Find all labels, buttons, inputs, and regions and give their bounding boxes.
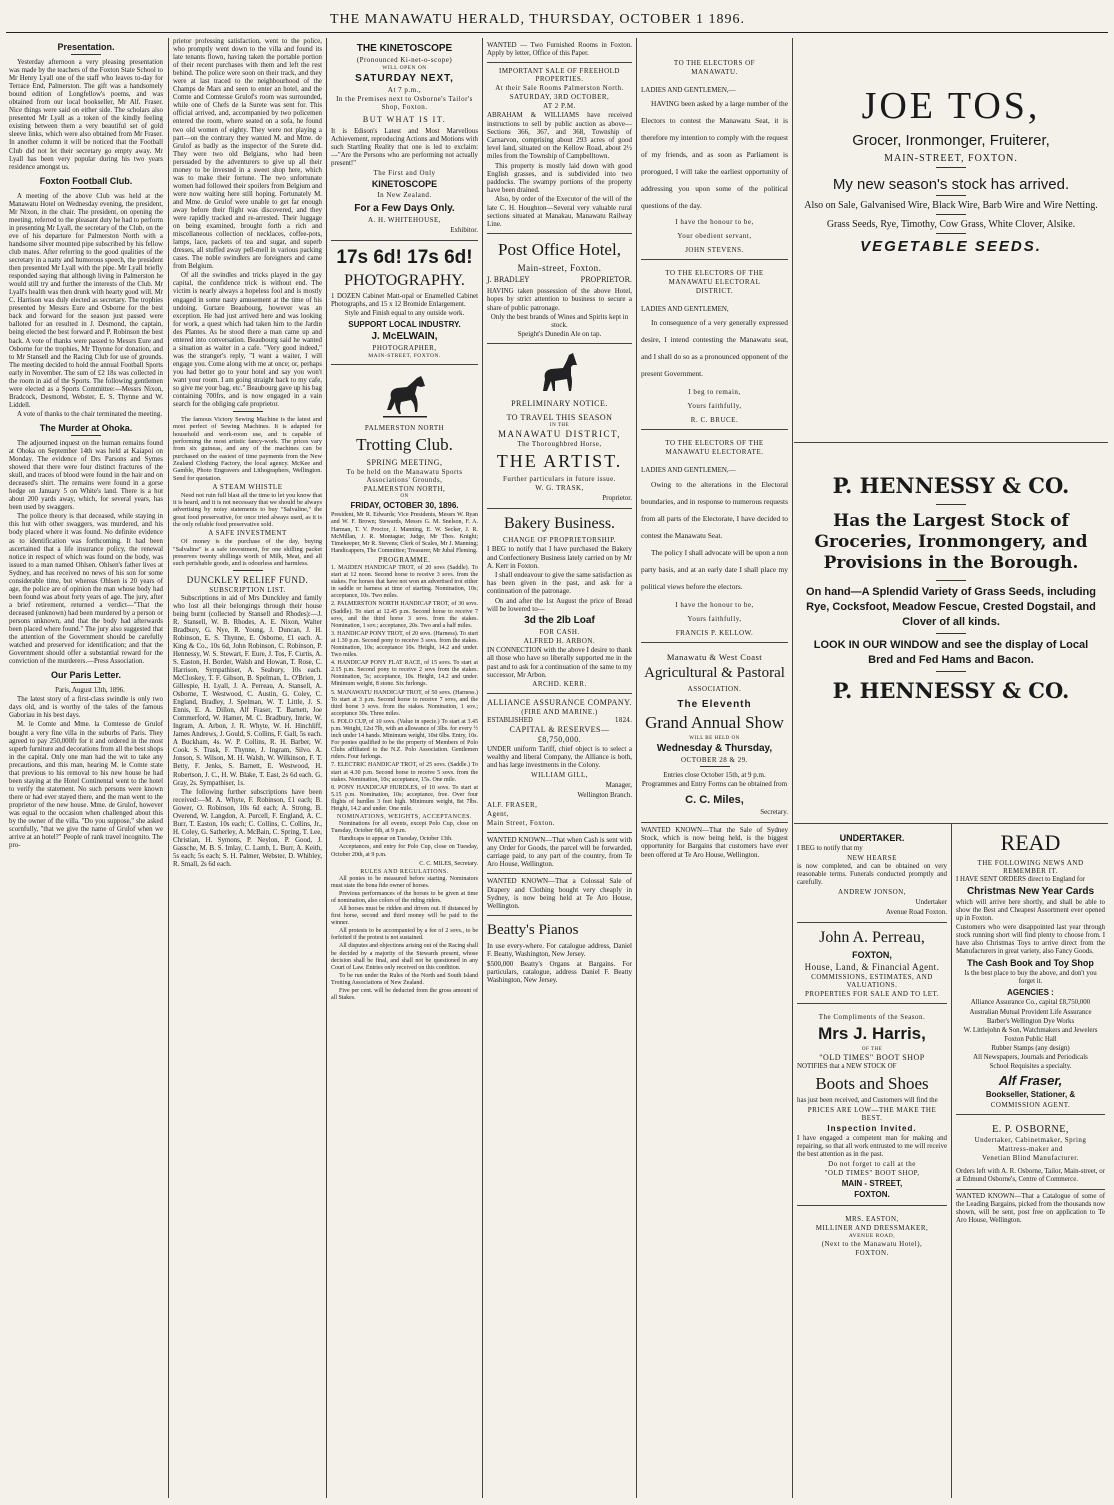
notice-signature: JOHN STEVENS. — [685, 246, 744, 255]
ad-signature: Secretary. — [760, 808, 788, 817]
ad-text: Grocer, Ironmonger, Fruiterer, — [852, 132, 1050, 149]
ad-text: SPRING MEETING, — [366, 458, 443, 468]
ad-signature: Alf Fraser, — [998, 1072, 1063, 1088]
alliance-assurance-ad — [487, 694, 632, 833]
ad-title: E. P. OSBORNE, — [992, 1123, 1069, 1135]
ad-text: Programmes and Entry Forms can be obtained from — [641, 779, 788, 788]
ad-text: WANTED KNOWN—That a Colossal Sale of Drapery and Clothing bought very cheaply in Sydney, is now being held at Te Aro House, Wellington. — [487, 877, 632, 910]
ad-name: J. McELWAIN, — [371, 331, 438, 343]
ad-signature: ALF. FRASER, — [487, 800, 538, 809]
trotting-horse-icon — [379, 372, 431, 420]
hennessy-ad — [794, 473, 1108, 824]
ad-text: 1 DOZEN Cabinet Matt-opal or Enamelled Cabinet Photographs, and 15 x 12 Bromide Enlargement. — [331, 293, 478, 309]
notice-closing: Your obedient servant, — [677, 232, 752, 241]
photography-ad — [331, 241, 478, 365]
subscription-list: Subscriptions in aid of Mrs Dunckley and family who lost all their belongings through their house being burnt (collected by Stansell and Rhodes):—J. R. Stansell, W. B. Rhodes, A. E. Nixon, Walter Bradbury, G. Nye, R. Young, J. Duncan, J. H. Robinson, E. S. Thynne, E. Osborne, £1 each. A. King & Co., 10s 6d, John Robinson, C. Robinson, P. Hennessy, W. S. Stewart, F. Eure, J. Tos, F. Curtis, A. S. Easton, H. Border, Walsh and Howan, T. Rose, C. Harrison, Sympathiser, A. Seabury, 10s each. McCloskey, T. F. Gibson, B. Spelman, L. O'Brien, J. Gillespie, H. Lyall, J. A. Perreau, A. Stansell, A. Osborne, T. Westwood, C. Austin, G. Coley, C. England, Bradley, J. Spelman, W. T. Little, J. S. Ennis, E. A. Dillon, Alf Fraser, T. Barnett, Joe Commerford, W. Hamer, M. C. Bradbury, Imrie, W. Ingram, A. Arbon, J. R. Whyte, W. H. Hinchliff, James Andrews, J. Gould, S. Collins, F. Gall, 5s each. A Buckham, 4s. W. P. Collins, R. H. Barber, W. Cook. S. Trask, F. Thynne, J. Ingram, Silvo. A. Jonson, S. Wilson, M. H. Walsh, W. Wilkinson, F. T. Betty, F. Jenks, S. Barnett, E. Westwood, H. Robertson, J. C., H. W. Blake, T. East, 2s 6d each. G. Gray, 2s. Sympathiser, 1s. — [173, 594, 322, 787]
ad-text: PALMERSTON NORTH — [364, 424, 445, 433]
relief-fund-heading: DUNCKLEY RELIEF FUND. — [186, 574, 309, 585]
ad-title: THE KINETOSCOPE — [356, 43, 453, 54]
ad-title: Beatty's Pianos — [487, 922, 579, 939]
column-3 — [328, 38, 481, 1498]
ad-address: MAIN - STREET, — [841, 1179, 903, 1189]
ad-title: PRELIMINARY NOTICE. — [511, 399, 608, 409]
notice-text: Owing to the alterations in the Electoral boundaries, and in response to numerous requests from all parts of the Electorate, I have decided to contest the Manawatu Seat. — [641, 479, 788, 540]
ad-text: On and after the 1st August the price of Bread will be lowered to— — [487, 596, 632, 613]
notice-text: The policy I shall advocate will be upon a non party basis, and at an early date I shall place my political views before the electors. — [641, 547, 788, 591]
notice-text: In consequence of a very generally expressed desire, I intend contesting the Manawatu seat, and I shall do so as a pronounced opponent of the present Government. — [641, 318, 788, 379]
ad-text: ON — [400, 494, 409, 500]
ad-signature: Undertaker — [915, 898, 947, 907]
ad-text: Speight's Dunedin Ale on tap. — [517, 330, 602, 339]
divider — [233, 570, 263, 571]
ad-date: Wednesday & Thursday, — [656, 742, 773, 754]
ad-text: UNDER uniform Tariff, chief object is to select a wealthy and liberal Company, the Alliance is both, and has large investments in the Colony. — [487, 744, 632, 770]
ad-text: FOXTON, — [852, 950, 892, 961]
ad-title: ALLIANCE ASSURANCE COMPANY. — [487, 697, 632, 707]
notice-salutation: LADIES AND GENTLEMEN, — [641, 305, 729, 314]
agency-item: Barber's Wellington Dye Works — [986, 1017, 1075, 1025]
agency-item: School Requisites a specialty. — [989, 1062, 1072, 1070]
ad-text: WANTED — Two Furnished Rooms in Foxton. Apply by letter, Office of this Paper. — [487, 41, 632, 58]
ad-signature: Wellington Branch. — [577, 790, 632, 799]
ad-address: Avenue Road Foxton. — [885, 908, 947, 917]
ad-text: Orders left with A. R. Osborne, Tailor, Main-street, or at Edmund Osborne's, Centre of Commerce. — [956, 1167, 1105, 1183]
ad-text: ABRAHAM & WILLIAMS have received instructions to sell by public auction as above—Sections 366, 367, and 368, Township of Carnarvon, comprising about 293 acres of good level land, situated on the Kellow Road, about 2½ miles from the Township of Campbelltown. — [487, 111, 632, 161]
notice-heading: TO THE ELECTORS OF — [673, 59, 756, 67]
ad-text: SUPPORT LOCAL INDUSTRY. — [348, 320, 461, 330]
ad-title: Trotting Club. — [356, 435, 453, 455]
ad-text: I have engaged a competent man for making and repairing, so that all work entrusted to me will receive the best attention as in the past. — [797, 1135, 947, 1159]
ad-text: (FIRE AND MARINE.) — [521, 707, 598, 716]
perreau-ad — [797, 923, 947, 1004]
notice-paragraph: Need not ruin full blast all the time to let you know that it is heard, and it is not necessary that we should be always advertising by noisy statements to buy "Salvaline," the great food preservative, for once tried always used, as it is the only reliable food preservative sold. — [173, 491, 322, 529]
article-paragraph: prietor professing satisfaction, went to the police, who promptly went down to the villa and found its late tenants flown, having taken the portable portion of their recent purchases with them and left the rest behind. The police were soon on their track, and they were at last traced to the neighbourhood of the Champs de Mars and seen to enter an hotel, and the Comte and Comtesse Grulof's room was surrounded, while one of Chefs de la Surete was sent for. This official arrived, and, accompanied by two policemen entered the room, where seated on a sofa, he found two old women of eighty. They were not playing a part—on the contrary they wanted M. and Mme. de Grulof as badly as the inspector of the Surete did. They were two old Belgians, who had been persuaded by the adventurers to give up all their money to be invested in a sweet shop here, which was to make their fortune. The two unfortunate women had followed their spoilers from Belgium and were now waiting here still hoping. Fortunately M. and Mme. de Grulof were unable to get far enough away before their flight was discovered, and they were rapidly tracked and re-arrested. Their luggage on being examined, brought forth a rich and miscellaneous collection of necklaces, coffee-pots, lamps, lace, packets of tea and sugar, and superb dresses, all stuffed away pell-mell in various packing cases. The noble swindlers are foreigners and came from Belgium. — [173, 38, 322, 271]
ad-heading: NOMINATIONS, WEIGHTS, ACCEPTANCES. — [337, 814, 472, 821]
ad-title: UNDERTAKER. — [839, 833, 905, 843]
divider — [936, 671, 966, 672]
ad-signature: A. H. WHITEHOUSE, — [367, 216, 442, 225]
ad-text: Is the best place to buy the above, and don't you forget it. — [964, 970, 1097, 986]
ad-text: I shall endeavour to give the same satisfaction as has been given in the past, and ask for a continuation of the patronage. — [487, 571, 632, 596]
ad-title: P. HENNESSY & CO. — [832, 678, 1070, 703]
electors-notice-stevens — [641, 38, 788, 260]
wanted-known-ad — [487, 874, 632, 916]
ad-text: The Compliments of the Season. — [818, 1013, 926, 1022]
ad-text: WANTED KNOWN—That a Catalogue of some of the Leading Bargains, picked from the thousands now shown, will be sent, post free on application to Te Aro House, Wellington. — [956, 1192, 1105, 1225]
ad-title: John A. Perreau, — [819, 929, 925, 947]
column-4 — [484, 38, 635, 1498]
agency-item: Rubber Stamps (any design) — [991, 1044, 1070, 1052]
bakery-ad — [487, 509, 632, 693]
ad-title: Mrs J. Harris, — [818, 1024, 926, 1044]
ad-text: ASSOCIATION. — [687, 684, 742, 693]
notice-paragraph: Of money is the purchase of the day, buying "Salvaline" is a safe investment, for one shilling packet preserves twenty shillings worth of Milk, Meat, and all such perishable goods, and is odourless and harmless. — [173, 538, 322, 568]
ad-text: At their Sale Rooms Palmerston North. — [495, 84, 624, 93]
ad-text: All disputes and objections arising out of the Racing shall be decided by a majority of the Stewards present, whose decision shall be final, and shall not be questioned in any Court of Law. Entries only received on this condition. — [331, 943, 478, 971]
column-rule — [482, 38, 483, 1498]
masthead-rule — [6, 32, 1108, 33]
divider — [71, 435, 101, 436]
notice-closing: Yours faithfully, — [687, 402, 742, 411]
ad-address: MAIN-STREET, FOXTON. — [884, 153, 1018, 164]
undertaker-ad — [797, 824, 947, 923]
programme-item: 3. HANDICAP PONY TROT, of 20 sovs. (Harness). To start at 1.30 p.m. Second pony to receive 3 sovs. from the stakes. Nomination, 10s; acceptance 10s. Height, 14.2 and under. Two miles. — [331, 630, 478, 659]
notice-text: HAVING been asked by a large number of the Electors to contest the Manawatu Seat, it is therefore my intention to comply with the request of my friends, and as soon as Parliament is prorogued, I will take the earliest opportunity of addressing you upon some of the political questions of the day. — [641, 99, 788, 211]
ad-text: WILL OPEN ON — [382, 65, 427, 71]
notice-heading: A STEAM WHISTLE — [212, 482, 283, 491]
ad-date: SATURDAY NEXT, — [355, 73, 454, 84]
ad-text: HAVING taken possession of the above Hotel, hopes by strict attention to business to secure a share of public patronage. — [487, 287, 632, 312]
ad-text: which will arrive here shortly, and shall be able to show the Best and Cheapest Assortment ever opened up in Foxton. — [956, 899, 1105, 923]
ad-text: Further particulars in future issue. — [502, 475, 617, 484]
ad-time: AT 2 P.M. — [543, 102, 576, 111]
ad-text: MILLINER AND DRESSMAKER, — [815, 1224, 929, 1233]
ad-signature: Agent, — [487, 809, 509, 818]
notice-heading: A SAFE INVESTMENT — [208, 529, 287, 538]
divider — [936, 214, 966, 215]
ad-title: Agricultural & Pastoral — [644, 664, 785, 681]
programme-item: 7. ELECTRIC HANDICAP TROT, of 25 sovs. (Saddle.) To start at 4.30 p.m. Second horse to receive 5 sovs. from the stakes. Nomination, 10s; acceptance, 15s. One mile. — [331, 762, 478, 783]
ad-text: Also on Sale, Galvanised Wire, Black Wire, Barb Wire and Wire Netting. — [804, 200, 1098, 211]
ad-text: $500,000 Beatty's Organs at Bargains. For particulars, catalogue, address Daniel F. Beatty Washington, New Jersey. — [487, 959, 632, 984]
ad-heading: PROGRAMME. — [378, 555, 431, 564]
article-heading: Presentation. — [57, 42, 115, 52]
notice-heading: MANAWATU. — [691, 68, 738, 76]
masthead — [0, 0, 1114, 34]
ad-text: THE FOLLOWING NEWS AND REMEMBER IT. — [977, 859, 1084, 875]
ad-price: 3d the 2lb Loaf — [524, 615, 595, 627]
ad-date: FRIDAY, OCTOBER 30, 1896. — [350, 501, 459, 511]
ad-text: Acceptances, and entry for Polo Cup, close on Tuesday, October 20th, at 9 p.m. — [331, 844, 478, 858]
kinetoscope-ad — [331, 38, 478, 241]
ad-text: I BEG to notify that I have purchased the Bakery and Confectionery Business lately carried on by Mr A. Kerr in Foxton. — [487, 545, 632, 570]
divider — [71, 188, 101, 189]
article-heading: The Murder at Ohoka. — [39, 422, 133, 433]
ad-address: (Next to the Manawatu Hotel), — [821, 1240, 923, 1249]
column-2 — [170, 38, 325, 1498]
ad-text: Also, by order of the Executor of the will of the late C. H. Houghton—Several very valuable rural sections situated at Manakau, Manawatu Railway Line. — [487, 195, 632, 229]
ad-text: Only the best brands of Wines and Spirits kept in stock. — [490, 312, 629, 330]
ad-text: I HAVE SENT ORDERS direct to England for — [956, 876, 1085, 883]
agency-item: Foxton Public Hall — [1004, 1035, 1057, 1043]
divider — [233, 411, 263, 412]
article-paragraph: Of all the swindles and tricks played in the gay capital, the confidence trick is without end. The victim is nearly always a hopeless fool and is mostly engaged in some nasty amusement at the time of his undoing. Gurtare Beaubourg, however was an exception. He had just arrived here and was looking for work, a quest which had taken him to the Jardin des Plantes. As he stood there a man came up and entered into conversation. Beaubourg said he wanted a situation as waiter in a cafe. "Very good indeed," was the stranger's reply, "I want a waiter, I will engage you. Come along with me at once; or, perhaps you had better go to your hotel and say you won't want your room. I am going straight back to my cafe, so give me your bag, etc." Beaubourg gave up his bag containing 700frs, and is now engaged in a vain search for the obliging cafe proprietor. — [173, 272, 322, 409]
notice-signature: FRANCIS P. KELLOW. — [675, 628, 754, 637]
notice-paragraph: The famous Victory Sewing Machine is the latest and most perfect of Sewing Machines. It is adapted for household and work-room use, and is capable of performing the most artistic fancy-work. The prices vary from six guineas, and any of the machines can be purchased on the easiest of time payments from the New Zealand Clothing Factory, the local agency. McKee and Gamble, Photo Engravers and Lithographers, Wellington. Send for quotation. — [173, 416, 322, 482]
article-heading: Foxton Football Club. — [39, 175, 133, 186]
notice-salutation: LADIES AND GENTLEMEN,— — [641, 86, 736, 94]
programme-item: 6. POLO CUP, of 10 sovs. (Value in specie.) To start at 3.45 p.m. Weight, 12st 7lb, with an allowance of 3lbs. for every ½ inch under 14 hands. Minimum weight, 10st 6lbs. Entry, 10s. For ponies qualified to be the property of Members of Polo Clubs affiliated to the N.Z. Polo Association. Gentlemen riders. Four furlongs. — [331, 718, 478, 761]
ad-text: ESTABLISHED — [487, 716, 533, 724]
programme-item: 8. PONY HANDICAP HURDLES, of 10 sovs. To start at 5.15 p.m. Nomination, 10s; acceptance, free. Over four flights of hurdles 3 feet high. Minimum weight, 8st 7lbs. Height, 14.2 and under. One mile. — [331, 784, 478, 813]
ad-text: In use every-where. For catalogue address, Daniel F. Beatty, Washington, New Jersey. — [487, 942, 632, 959]
ad-address: FOXTON. — [855, 1249, 889, 1258]
ad-text: PHOTOGRAPHER, — [372, 344, 437, 353]
ad-text: NOTIFIES that a NEW STOCK OF — [797, 1063, 897, 1071]
ad-text: Grass Seeds, Rye, Timothy, Cow Grass, White Clover, Alsike. — [826, 219, 1076, 230]
divider — [936, 195, 966, 196]
programme-item: 2. PALMERSTON NORTH HANDICAP TROT, of 30 sovs. (Saddle). To start at 12.45 p.m. Second horse to receive 7 sovs, and the third horse 3 sovs. from the stakes. Nomination, 1 sov.; acceptance, 20s. Two and a half miles. — [331, 601, 478, 629]
ad-text: PRICES ARE LOW—THE MAKE THE BEST. — [807, 1106, 937, 1123]
article-paragraph: A vote of thanks to the chair terminated the meeting. — [17, 410, 163, 418]
ad-text: Nominations for all events, except Polo Cup, close on Tuesday, October 6th, at 9 p.m. — [331, 821, 478, 835]
ad-text: PALMERSTON NORTH, — [363, 485, 446, 494]
column-rule — [326, 38, 327, 1498]
ad-text: TO TRAVEL THIS SEASON — [506, 413, 613, 423]
ad-text: OF THE — [861, 1047, 883, 1053]
agency-item: All Newspapers, Journals and Periodicals — [973, 1053, 1088, 1061]
lower-right-ads — [953, 824, 1108, 1498]
agency-item: Alliance Assurance Co., capital £8,750,000 — [970, 999, 1091, 1007]
stallion-notice-ad — [487, 344, 632, 509]
ad-signature: Manager, — [605, 780, 632, 789]
notice-signature: R. C. BRUCE. — [690, 416, 739, 425]
ad-address: MAIN-STREET, FOXTON. — [368, 353, 441, 360]
ad-time: At 7 p.m., — [387, 86, 422, 94]
harris-boot-shop-ad — [797, 1004, 947, 1206]
ad-text: For a Few Days Only. — [354, 203, 455, 215]
relief-fund-subheading: SUBSCRIPTION LIST. — [209, 585, 286, 594]
ad-text: PROPRIETOR. — [580, 276, 632, 285]
ad-address: Main Street, Foxton. — [487, 818, 555, 827]
proprietor-line — [487, 276, 632, 284]
masthead-title: THE MANAWATU HERALD, THURSDAY, OCTOBER 1 1896. — [330, 12, 745, 27]
article-paragraph: The latest story of a first-class swindle is only two days old, and is worthy of the tales of the famous Gaboriau in his best days. — [9, 696, 163, 720]
wanted-known-ad — [641, 823, 788, 864]
ad-signature: ARCHD. KERR. — [532, 679, 587, 688]
ad-title: MRS. EASTON, — [845, 1215, 899, 1224]
ad-title: READ — [1000, 830, 1061, 855]
ad-text: Venetian Blind Manufacturer. — [981, 1153, 1079, 1162]
ad-text: House, Land, & Financial Agent. — [804, 962, 940, 973]
ad-signature: Exhibitor. — [450, 226, 478, 235]
ad-address: AVENUE ROAD, — [848, 1233, 896, 1240]
ad-title: P. HENNESSY & CO. — [832, 473, 1070, 498]
ad-text: All protests to be accompanied by a fee of 2 sovs., to be forfeited if the protest is not sustained. — [331, 928, 478, 942]
ad-text: To be held on the Manawatu Sports Associations' Grounds, — [346, 468, 463, 485]
ad-text: The First and Only — [373, 169, 436, 178]
divider — [936, 167, 966, 168]
ad-text: £8,750,000. — [537, 734, 582, 744]
ad-date: SATURDAY, 3RD OCTOBER, — [509, 93, 610, 102]
divider — [700, 766, 730, 767]
ad-text: Entries close October 15th, at 9 p.m. — [663, 770, 766, 779]
ad-text: "OLD TIMES" BOOT SHOP, — [824, 1169, 920, 1178]
ad-text: is now completed, and can be obtained on very reasonable terms. Funerals conducted promptly and carefully. — [797, 863, 947, 887]
ad-text: VEGETABLE SEEDS. — [860, 238, 1042, 255]
article-paragraph: The adjourned inquest on the human remains found at Ohoka on September 14th was held at Kaiapoi on Monday. The evidence of Drs Parsons and Symes showed that there were four distinct fractures of the skull, and traces of blood were found in the hair and on deceased's shirt. The remains were found in a gorse hedge on January 5 on White's land. There is a hut about 200 yards away, which, for several years, has been used by swaggers. — [9, 439, 163, 512]
ad-text: BUT WHAT IS IT. — [362, 115, 447, 124]
ad-address: FOXTON. — [854, 1190, 890, 1200]
ad-title: THE ARTIST. — [496, 451, 623, 472]
notice-heading: TO THE ELECTORS OF THE — [665, 439, 764, 448]
ad-text: Mattress-maker and — [998, 1144, 1063, 1153]
ad-text: LOOK IN OUR WINDOW and see the display of Local Bred and Fed Hams and Bacon. — [813, 639, 1089, 666]
article-paragraph: Yesterday afternoon a very pleasing presentation was made by the teachers of the Foxton State School to Mr Henry Lyall one of the staff who leaves to-day for Terrace End, Palmerston. The gift was a handsomely bound edition of Longfellow's poems, and was obtained from our local bookseller, Mr Alf. Fraser. Nice things were said on either side. The scholars also presented Mr Lyall as a token of the kindly feeling existing between them a very beautiful set of gold sleeve links, which were also obtained from Mr Fraser. In another column it will be noticed that the Football Club did not let their secretary go empty away. Mr Lyall has been very popular during his two years residence amongst us. — [9, 59, 163, 171]
established-line — [487, 717, 632, 724]
ad-text: COMMISSION AGENT. — [990, 1100, 1071, 1109]
ad-text: My new season's stock has arrived. — [832, 176, 1070, 193]
ad-text: CAPITAL & RESERVES— — [509, 724, 610, 734]
article-dateline: Paris, August 13th, 1896. — [55, 687, 125, 695]
notice-closing: I have the honour to be, — [675, 600, 754, 609]
ad-title: Bakery Business. — [503, 515, 616, 533]
divider — [936, 580, 966, 581]
ad-text: In the Premises next to Osborne's Tailor's Shop, Foxton. — [336, 95, 473, 111]
programme-item: 1. MAIDEN HANDICAP TROT, of 20 sovs (Saddle). To start at 12 noon. Second horse to receive 3 sovs. from the stakes. For horses that have not won an advertised trot either in saddle or harness at time of starting. Nomination, 10s; acceptance, 10s. Two miles. — [331, 564, 478, 600]
ad-text: The Thoroughbred Horse, — [517, 440, 602, 449]
ad-text: (Pronounced Ki-net-o-scope) — [356, 56, 453, 64]
subscription-list: The following further subscriptions have been received:—M. A. Whyte, F. Robinson, £1 each; B. Gower, O. Robinson, 10s 6d each; A. Strong, B. Overend, W. Langdon, A. Purcell, F. England, A. C. Burr, T. Easton, 10s each; C. Collins, C. Collins, Jr., H. Coley, G. Satherley, A. McBain, C. Spring, T. Lee, Christian, H. Symons, P. Neylon, P. Good, J. Gassche, M. B. S. Imlay, C. Lamb, L. Burr, A. Keith, 5s each; 5s each; S. H. Palmer, Webster, D. Whibley, R. Small, 2s 6d each. — [173, 788, 322, 869]
wanted-rooms-ad — [487, 38, 632, 63]
ad-signature: C. C. MILES, Secretary. — [419, 860, 478, 867]
ad-address: Main-street, Foxton. — [517, 263, 602, 274]
ad-text: Handicaps to appear on Tuesday, October 13th. — [339, 836, 453, 843]
article-heading: Our Paris Letter. — [50, 670, 122, 681]
ad-text: All ponies to be measured before starting. Nominators must state the bona fide owner of horses. — [331, 875, 478, 889]
divider — [936, 633, 966, 634]
lower-left-ads — [794, 824, 950, 1498]
ad-text: In New Zealand. — [377, 191, 432, 200]
ad-text: On hand—A Splendid Variety of Grass Seeds, including Rye, Cocksfoot, Meadow Fescue, Crested Dogstail, and Clover of all kinds. — [806, 586, 1096, 628]
wanted-known-ad — [956, 1190, 1105, 1230]
post-office-hotel-ad — [487, 234, 632, 344]
ad-text: "OLD TIMES" BOOT SHOP — [819, 1053, 925, 1063]
ad-text: Undertaker, Cabinetmaker, Spring — [974, 1135, 1087, 1144]
ad-text: 1824. — [614, 716, 632, 724]
article-paragraph: M. le Comte and Mme. la Comtesse de Grulof bought a very fine villa in the suburbs of Paris. They agreed to pay 250,000fr for it and ordered in the most superb furniture and decorations from all the best shops in the capital. Only one man had the wit to take any precautions, and this man, hearing M. le Comte state that previous to his removal to his new house he had been staying at the Hotel Continental went to the hotel to verify the statement. No such persons were known there or had ever stayed there, and the man went to the proprietor of the new house. Mme. de Grulof, however was equal to the occasion when challenged about this by the owner of the villa. "Do you suppose," she asked scornfully, "that we give the name of Grulof when we arrive at an hotel?" People of rank travel incognito. The pro- — [9, 721, 163, 850]
notice-closing: Yours faithfully, — [687, 614, 742, 623]
ad-date: OCTOBER 28 & 29. — [681, 755, 748, 764]
ad-title: The Cash Book and Toy Shop — [967, 958, 1094, 969]
notice-closing: I beg to remain, — [688, 388, 741, 397]
ad-signature: ALFRED H. ARBON. — [523, 637, 596, 646]
ad-name: J. BRADLEY — [487, 276, 530, 285]
programme-item: 4. HANDICAP PONY FLAT RACE, of 15 sovs. To start at 2.15 p.m. Second pony to receive 2 sovs from the stakes. Nomination, 5s; acceptance, 10s. Height, 14.2 and under. Minimum weight, 8 stone. Six furlongs. — [331, 660, 478, 688]
column-rule — [951, 824, 952, 1498]
ad-text: The Eleventh — [677, 698, 752, 710]
ad-price: 17s 6d! 17s 6d! — [336, 247, 473, 269]
electors-notice-kellow — [641, 430, 788, 642]
programme-item: 5. MANAWATU HANDICAP TROT, of 50 sovs. (Harness.) To start at 3 p.m. Second horse to receive 7 sovs, and the third horse 3 sovs. from the stakes. Nomination, 1 sov.; acceptance 30s. Three miles. — [331, 689, 478, 717]
ad-text: Inspection Invited. — [827, 1124, 917, 1134]
ad-text: It is Edison's Latest and Most Marvellous Achievement, reproducing Actions and Motions with such Startling Reality that one is led to exclaim:—"Are the Persons who are performing not actually present!" — [331, 128, 478, 168]
divider — [936, 233, 966, 234]
ad-title: Christmas New Year Cards — [966, 886, 1095, 898]
ad-heading: AGENCIES : — [1007, 988, 1054, 998]
ad-text: Has the Largest Stock of Groceries, Ironmongery, and Provisions in the Borough. — [814, 511, 1088, 573]
ad-text: MANAWATU DISTRICT, — [497, 429, 622, 440]
ad-title: Boots and Shoes — [815, 1074, 929, 1094]
ad-text: NEW HEARSE — [847, 854, 897, 863]
ad-signature: C. C. Miles, — [685, 794, 744, 807]
agency-item: Australian Mutual Provident Life Assurance — [969, 1008, 1092, 1016]
ad-text: Five per cent. will be deducted from the gross amount of all Stakes. — [331, 988, 478, 1002]
ad-title: PHOTOGRAPHY. — [344, 272, 465, 290]
ad-title: KINETOSCOPE — [371, 179, 438, 190]
notice-salutation: LADIES AND GENTLEMEN,— — [641, 466, 736, 475]
ad-text: WILL BE HELD ON — [689, 735, 740, 741]
article-paragraph: A meeting of the above Club was held at the Manawatu Hotel on Wednesday evening, the president, Mr Nixon, in the chair. The president, on opening the meeting, referred to the pleasant duty he had to perform in presenting Mr Lyall, the secretary of the Club, on the eve of his departure for Palmerston North with a handsome silver mounted pipe subscribed by his fellow club mates. After referring to the good qualities of the secretary in a natty and humorous speech, the president then presented Mr Lyall with the pipe. Mr Lyall briefly responded saying that although living in Palmerston he would still try and further the interests of the Club. Mr Lyall's health was then drunk with hearty good will. Mr C. Harrison was duly elected as secretary. The trophies presented by Messrs Eure and Osborne for the best back and forward for the season just passed were balloted for an resulted in J. Desmond, the captain, being elected the best forward and P. Robinson the best back. A vote of thanks were passed to Messrs Eure and Osborne for the trophies, Mr Thynne for donation, and to Mr Stansell and the Racing Club for use of grounds. The meeting decided to hold the annual Football Sports early in November. The sum of £2 18s was collected in the room in aid of the Sports. The following gentlemen were elected as a Sports Committee:—Messrs Nixon, Bradcock, Desmond, Webster, E. S. Thynne and W. Liddell. — [9, 192, 163, 409]
column-6 — [794, 38, 1108, 1498]
agricultural-show-ad — [641, 643, 788, 823]
osborne-ad — [956, 1115, 1105, 1190]
ad-text: To be run under the Rules of the North and South Island Trotting Associations of New Zealand. — [331, 972, 478, 986]
ad-text: Do not forget to call at the — [828, 1160, 916, 1169]
ad-heading: RULES AND REGULATIONS. — [360, 868, 449, 875]
column-rule — [792, 38, 793, 1498]
ad-signature: W. G. TRASK, — [535, 484, 584, 493]
ad-text: President, Mr R. Edwards; Vice Presidents, Messrs W. Ryan and W. F. Brown; Stewards, Messrs G. M. Snelson, F. A. Harman, T. V. Proctor, J. Manning, E. W. Secker, J. R. McMillan, J. R. Montague; Judge, Mr Thos. Knight; Timekeeper, Mr R. Stevens; Clerk of Scales, Mr J. Manning; Handicappers, The Committee; Treasurer, Mr Jubal Fleming. — [331, 512, 478, 554]
notice-heading: TO THE ELECTORS OF THE — [665, 269, 764, 278]
ad-text: Style and Finish equal to any outside work. — [344, 310, 465, 318]
ad-signature: ANDREW JONSON, — [838, 888, 906, 897]
fraser-ad — [956, 824, 1105, 1115]
joe-tos-ad — [794, 84, 1108, 443]
property-sale-ad — [487, 63, 632, 234]
ad-title: Post Office Hotel, — [498, 240, 621, 260]
ad-title: JOE TOS, — [861, 85, 1041, 127]
article-paragraph: The police theory is that deceased, while staying in this hut with other swaggers, was murdered, and his body placed where it was found. No definite evidence as to identification was forthcoming. It had been ascertained that a life insurance policy, the renewal notice in respect of which was found on the body, was issued to a man named Ohlsen. Ohlsen's father lives at Sydney, and has received no news of his son for some considerable time, but whereas Ohlsen is 20 years of age, the police are of opinion the man whose body had been found was about forty years of age. The jury, after a brief retirement, returned a verdict—"That the deceased (unknown) had been murdered by a person or persons unknown, and that the body had afterwards been placed where found." The jury also suggested that the attention of the Government should be carefully watched and preserved for identification; and that the Government should offer a substantial reward for the conviction of the murderers.—Press Association. — [9, 513, 163, 666]
ad-text: has just been received, and Customers will find the — [797, 1097, 938, 1105]
ad-text: I BEG to notify that my — [797, 845, 863, 852]
divider — [71, 682, 101, 683]
column-1 — [6, 38, 166, 1498]
ad-text: WANTED KNOWN—That when Cash is sent with any Order for Goods, the parcel will be forwarded, carriage paid, to any part of the country, from Te Aro House, Wellington. — [487, 835, 632, 869]
ad-text: PROPERTIES FOR SALE AND TO LET. — [804, 990, 940, 999]
ad-title: IMPORTANT SALE OF FREEHOLD PROPERTIES. — [499, 67, 620, 84]
ad-text: IN THE — [549, 423, 570, 429]
ad-text: COMMISSIONS, ESTIMATES, AND VALUATIONS. — [811, 973, 933, 990]
agency-item: W. Littlejohn & Son, Watchmakers and Jewelers — [963, 1026, 1098, 1034]
ad-text: IN CONNECTION with the above I desire to thank all those who have so liberally supported me in the past and to ask for a continuation of the same to my successor, Mr Arbon. — [487, 646, 632, 679]
easton-ad — [797, 1206, 947, 1262]
ad-signature: WILLIAM GILL, — [530, 770, 589, 779]
ad-text: CHANGE OF PROPRIETORSHIP. — [503, 536, 616, 545]
horse-icon — [537, 351, 583, 395]
notice-closing: I have the honour to be, — [675, 218, 754, 227]
wanted-known-ad — [487, 833, 632, 875]
ad-text: Customers who were disappointed last year through stock running short will find plenty to choose from. I have also Christmas Toys to arrive direct from the Manufacturers in great variety, also Fancy Goods. — [956, 924, 1105, 956]
lower-ads — [794, 824, 1108, 1498]
trotting-club-ad — [331, 365, 478, 1007]
ad-signature: Proprietor. — [602, 494, 632, 503]
column-rule — [636, 38, 637, 1498]
divider — [71, 54, 101, 55]
beatty-ad — [487, 916, 632, 989]
electors-notice-bruce — [641, 260, 788, 430]
ad-text: This property is mostly laid down with good English grasses, and is subdivided into two paddocks. The swampy portions of the property have been drained. — [487, 161, 632, 195]
ad-text: WANTED KNOWN—That the Sale of Sydney Stock, which is now being held, is the biggest opportunity for Bargains that customers have ever been offered at Te Aro House, Wellington. — [641, 826, 788, 859]
ad-text: Previous performances of the horses to be given at time of nomination, also colors of the riding riders. — [331, 890, 478, 904]
column-5 — [638, 38, 791, 1498]
ad-title: Grand Annual Show — [645, 712, 784, 732]
ad-text: Manawatu & West Coast — [666, 651, 763, 662]
notice-heading: MANAWATU ELECTORATE. — [665, 448, 764, 457]
ad-text: Bookseller, Stationer, & — [985, 1089, 1076, 1099]
ad-text: All horses must be ridden and driven out. If distanced by first horse, second and third money will be paid to the winner. — [331, 905, 478, 927]
column-rule — [168, 38, 169, 1498]
notice-heading: DISTRICT. — [695, 287, 734, 296]
notice-heading: MANAWATU ELECTORAL — [668, 278, 761, 287]
ad-text: FOR CASH. — [539, 628, 580, 637]
divider — [936, 504, 966, 505]
